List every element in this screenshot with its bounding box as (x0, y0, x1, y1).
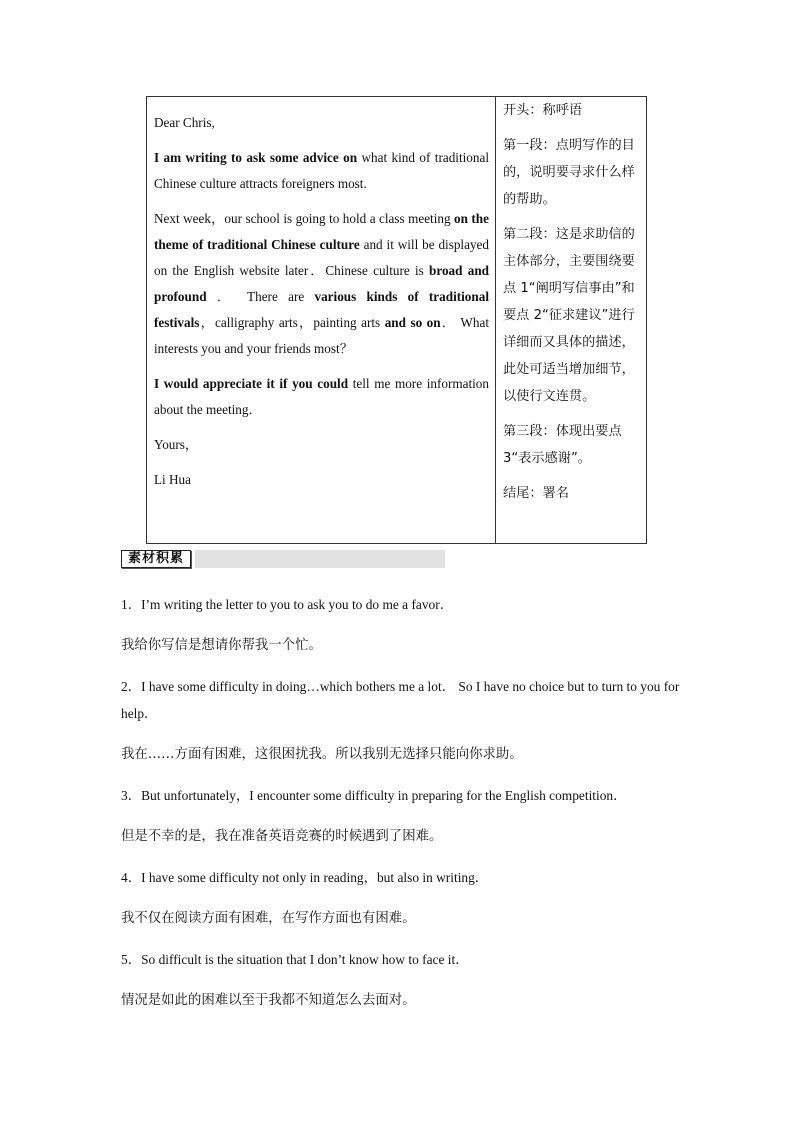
letter-salutation: Dear Chris, (154, 115, 215, 130)
note-opening: 开头：称呼语 (503, 103, 583, 118)
letter-paragraph-2 (154, 206, 489, 362)
note-paragraph-1: 第一段：点明写作的目的，说明要寻求什么样的帮助。 (503, 138, 635, 207)
letter-paragraph-3 (154, 371, 489, 423)
material-item (121, 673, 681, 768)
letter-text: ，calligraphy arts，painting arts (199, 315, 385, 330)
material-chinese: 情况是如此的困难以至于我都不知道怎么去面对。 (121, 993, 416, 1008)
material-chinese: 我不仅在阅读方面有困难，在写作方面也有困难。 (121, 911, 416, 926)
material-chinese: 但是不幸的是，我在准备英语竞赛的时候遇到了困难。 (121, 829, 443, 844)
section-header-bar (195, 550, 445, 568)
section-tag: 素材积累 (121, 550, 191, 568)
material-english: 3．But unfortunately，I encounter some difficulty in preparing for the English competition． (121, 788, 627, 803)
letter-signature: Li Hua (154, 472, 191, 487)
key-phrase: various kinds of traditional festivals (154, 289, 489, 330)
material-item (121, 782, 681, 850)
note-paragraph-2: 第二段：这是求助信的主体部分，主要围绕要点 1“阐明写信事由”和要点 2“征求建议”进行详细而又具体的描述，此处可适当增加细节，以使行文连贯。 (503, 227, 635, 404)
key-phrase: I would appreciate it if you could (154, 376, 349, 391)
key-phrase: broad and profound (154, 263, 489, 304)
letter-text: Next week，our school is going to hold a class meeting (154, 211, 455, 226)
key-phrase: I am writing to ask some advice on (154, 150, 358, 165)
letter-text: and it will be displayed on the English website later．Chinese culture is (154, 237, 489, 278)
letter-text: what kind of traditional Chinese culture attracts foreigners most. (154, 150, 490, 191)
letter-table (146, 96, 647, 544)
letter-closing: Yours， (154, 437, 199, 452)
material-english: 2．I have some difficulty in doing…which bothers me a lot． So I have no choice but to turn to you for help． (121, 679, 680, 721)
letter-paragraph-1 (154, 145, 489, 197)
note-paragraph-3: 第三段：体现出要点 3“表示感谢”。 (503, 424, 622, 466)
material-chinese: 我在……方面有困难，这很困扰我。所以我别无选择只能向你求助。 (121, 747, 523, 762)
material-item (121, 946, 681, 1014)
letter-text: tell me more information about the meeting． (154, 376, 489, 417)
material-english: 1．I’m writing the letter to you to ask you to do me a favor． (121, 597, 454, 612)
letter-column (147, 97, 496, 543)
key-phrase: on the theme of traditional Chinese culture (154, 211, 489, 252)
materials-list (121, 591, 681, 1028)
letter-text: ． What interests you and your friends most？ (154, 315, 489, 356)
key-phrase: and so on (384, 315, 441, 330)
note-ending: 结尾：署名 (503, 486, 569, 501)
material-english: 5．So difficult is the situation that I don’t know how to face it． (121, 952, 469, 967)
material-chinese: 我给你写信是想请你帮我一个忙。 (121, 638, 322, 653)
material-english: 4．I have some difficulty not only in reading，but also in writing． (121, 870, 489, 885)
material-item (121, 591, 681, 659)
section-header (121, 550, 445, 568)
letter-text: ． There are (206, 289, 315, 304)
material-item (121, 864, 681, 932)
notes-column (496, 97, 646, 543)
